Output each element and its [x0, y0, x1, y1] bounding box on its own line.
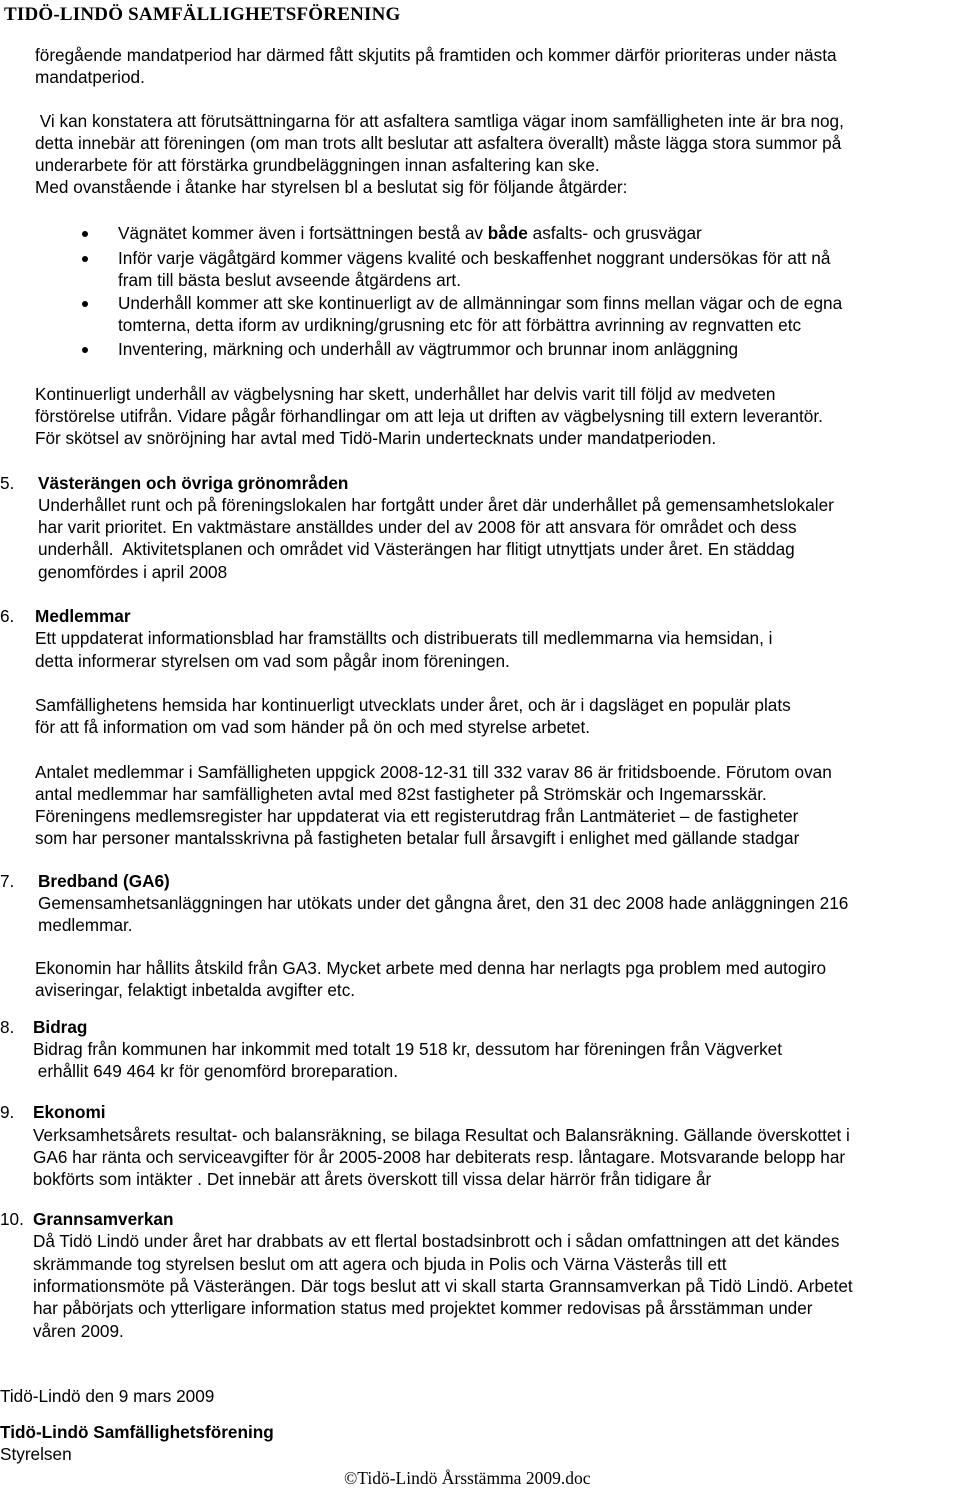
section-title: Bredband (GA6) — [38, 871, 170, 891]
bullet-dot — [82, 231, 88, 237]
section-line: Ett uppdaterat informationsblad har framställts och distribuerats till medlemmarna via hemsidan, i — [35, 628, 773, 648]
section-line: Ekonomin har hållits åtskild från GA3. Mycket arbete med denna har nerlagts pga problem med autogiro — [35, 958, 827, 978]
section-line: för att få information om vad som händer på ön och med styrelse arbetet. — [35, 717, 591, 737]
section-line: aviseringar, felaktigt inbetalda avgifter etc. — [35, 980, 356, 1000]
intro-line: mandatperiod. — [35, 67, 145, 87]
section-title: Västerängen och övriga grönområden — [38, 473, 349, 493]
document-header: TIDÖ-LINDÖ SAMFÄLLIGHETSFÖRENING — [4, 4, 401, 25]
intro-line: Med ovanstående i åtanke har styrelsen bl a beslutat sig för följande åtgärder: — [35, 177, 628, 197]
bullet-text: asfalts- och grusvägar — [527, 223, 702, 243]
intro-line: Vi kan konstatera att förutsättningarna för att asfaltera samtliga vägar inom samfälligheten inte är bra nog, — [35, 111, 844, 131]
paragraph-line: Kontinuerligt underhåll av vägbelysning har skett, underhållet har delvis varit till följd av medveten — [35, 384, 776, 404]
section-line: informationsmöte på Västerängen. Där togs beslut att vi skall starta Grannsamverkan på Tidö Lindö. Arbetet — [33, 1276, 853, 1296]
bullet-dot — [82, 301, 88, 307]
section-title: Medlemmar — [35, 606, 131, 626]
intro-line: detta innebär att föreningen (om man trots allt beslutar att asfaltera överallt) måste lägga stora summor på — [35, 133, 842, 153]
section-title: Ekonomi — [33, 1102, 106, 1122]
section-line: erhållit 649 464 kr för genomförd broreparation. — [33, 1061, 398, 1081]
section-title: Bidrag — [33, 1017, 88, 1037]
section-line: Antalet medlemmar i Samfälligheten uppgick 2008-12-31 till 332 varav 86 är fritidsboende. Förutom ovan — [35, 762, 832, 782]
section-line: har påbörjats och ytterligare information status med projektet kommer redovisas på årsstämman under — [33, 1298, 813, 1318]
section-number: 6. — [0, 606, 15, 626]
closing-board: Styrelsen — [0, 1444, 72, 1464]
document-footer: ©Tidö-Lindö Årsstämma 2009.doc — [344, 1468, 591, 1488]
section-line: Bidrag från kommunen har inkommit med totalt 19 518 kr, dessutom har föreningen från Vägverket — [33, 1039, 782, 1059]
section-number: 5. — [0, 473, 15, 493]
bullet-emphasis: både — [487, 223, 528, 243]
bullet-item: Inför varje vägåtgärd kommer vägens kvalité och beskaffenhet noggrant undersökas för att nå — [118, 248, 831, 268]
section-line: antal medlemmar har samfälligheten avtal med 82st fastigheter på Strömskär och Ingemarsskär. — [35, 784, 767, 804]
section-line: våren 2009. — [33, 1321, 124, 1341]
section-line: Samfällighetens hemsida har kontinuerligt utvecklats under året, och är i dagsläget en populär plats — [35, 695, 791, 715]
section-number: 8. — [0, 1017, 15, 1037]
closing-organization: Tidö-Lindö Samfällighetsförening — [0, 1422, 274, 1442]
bullet-dot — [82, 256, 88, 262]
paragraph-line: För skötsel av snöröjning har avtal med Tidö-Marin undertecknats under mandatperioden. — [35, 428, 717, 448]
section-line: har varit prioritet. En vaktmästare anställdes under del av 2008 för att ansvara för området och dess — [38, 517, 797, 537]
section-line: bokförts som intäkter . Det innebär att årets överskott till vissa delar härrör från tidigare år — [33, 1169, 712, 1189]
section-line: Gemensamhetsanläggningen har utökats under det gångna året, den 31 dec 2008 hade anläggningen 216 — [38, 893, 849, 913]
bullet-item-continuation: fram till bästa beslut avseende åtgärdens art. — [118, 270, 461, 290]
section-line: GA6 har ränta och serviceavgifter för år 2005-2008 har debiterats resp. låntagare. Motsvarande belopp har — [33, 1147, 846, 1167]
paragraph-line: förstörelse utifrån. Vidare pågår förhandlingar om att leja ut driften av vägbelysning till extern leverantör. — [35, 406, 823, 426]
closing-date: Tidö-Lindö den 9 mars 2009 — [0, 1386, 215, 1406]
bullet-item-continuation: tomterna, detta iform av urdikning/grusning etc för att förbättra avrinning av regnvatten etc — [118, 315, 802, 335]
section-line: Föreningens medlemsregister har uppdaterat via ett registerutdrag från Lantmäteriet – de fastigheter — [35, 806, 799, 826]
section-line: Underhållet runt och på föreningslokalen har fortgått under året där underhållet på gemensamhetslokaler — [38, 495, 834, 515]
bullet-item: Inventering, märkning och underhåll av vägtrummor och brunnar inom anläggning — [118, 339, 739, 359]
section-line: som har personer mantalsskrivna på fastigheten betalar full årsavgift i enlighet med gällande stadgar — [35, 828, 800, 848]
section-line: underhåll. Aktivitetsplanen och området vid Västerängen har flitigt utnyttjats under året. En städdag — [38, 539, 795, 559]
section-line: medlemmar. — [38, 915, 133, 935]
section-title: Grannsamverkan — [33, 1209, 174, 1229]
section-line: Verksamhetsårets resultat- och balansräkning, se bilaga Resultat och Balansräkning. Gällande överskottet i — [33, 1125, 850, 1145]
section-number: 9. — [0, 1102, 15, 1122]
intro-line: föregående mandatperiod har därmed fått skjutits på framtiden och kommer därför prioriteras under nästa — [35, 45, 837, 65]
bullet-text: Vägnätet kommer även i fortsättningen bestå av — [118, 223, 488, 243]
section-line: genomfördes i april 2008 — [38, 562, 228, 582]
section-number: 10. — [0, 1209, 24, 1229]
section-line: detta informerar styrelsen om vad som pågår inom föreningen. — [35, 651, 510, 671]
bullet-dot — [82, 347, 88, 353]
section-line: Då Tidö Lindö under året har drabbats av ett flertal bostadsinbrott och i sådan omfattningen att det kändes — [33, 1231, 840, 1251]
section-number: 7. — [0, 871, 15, 891]
section-line: skrämmande tog styrelsen beslut om att agera och bjuda in Polis och Värna Västerås till ett — [33, 1254, 727, 1274]
bullet-item — [118, 222, 702, 244]
intro-line: underarbete för att förstärka grundbeläggningen innan asfaltering kan ske. — [35, 155, 600, 175]
bullet-item: Underhåll kommer att ske kontinuerligt av de allmänningar som finns mellan vägar och de egna — [118, 293, 843, 313]
